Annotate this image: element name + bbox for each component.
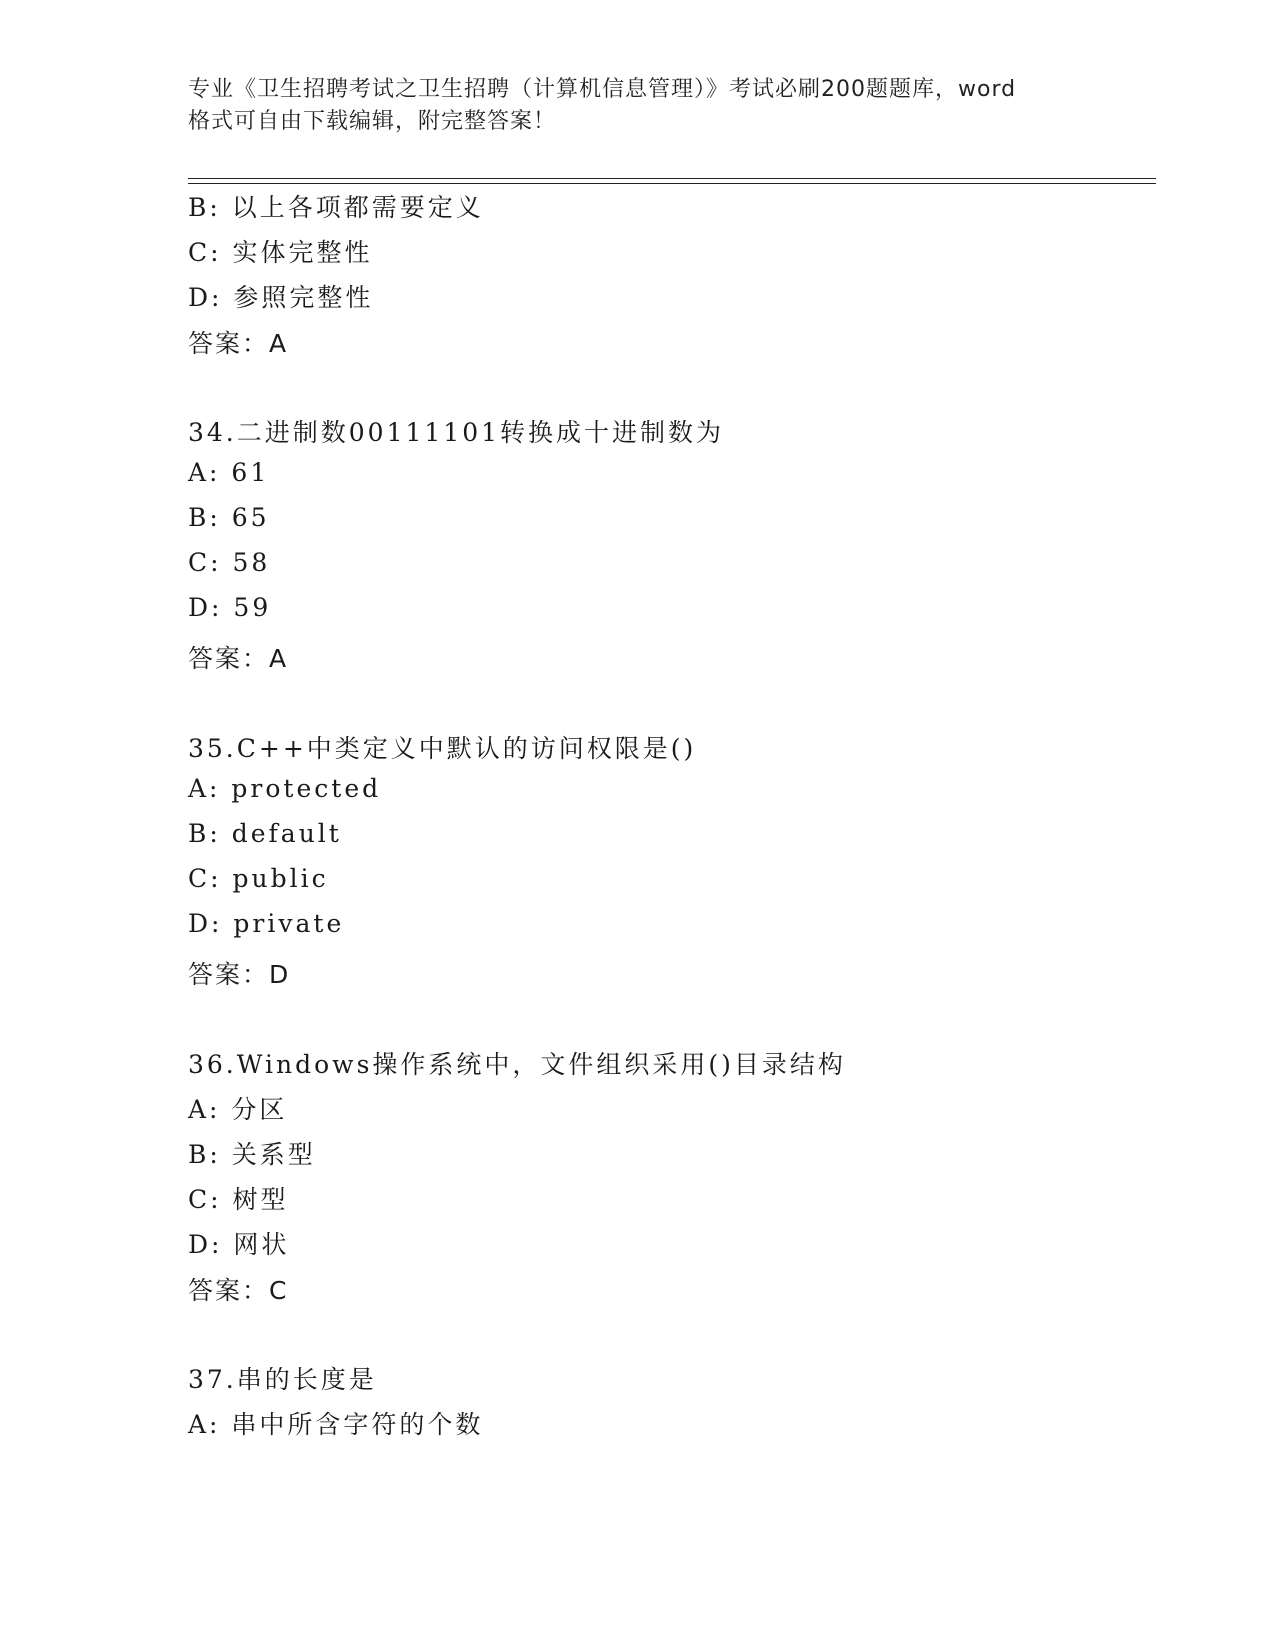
header-divider-top	[188, 178, 1156, 179]
q34-option-d: D: 59	[188, 593, 272, 622]
q35-option-b: B: default	[188, 819, 342, 848]
q36-option-b: B: 关系型	[188, 1140, 316, 1169]
document-header	[188, 74, 1108, 138]
q36-option-a: A: 分区	[188, 1095, 288, 1124]
q34-answer: 答案：A	[188, 644, 289, 673]
header-line-2: 格式可自由下载编辑，附完整答案！	[188, 109, 557, 134]
q36-option-d: D: 网状	[188, 1230, 290, 1259]
prev-option-b: B: 以上各项都需要定义	[188, 193, 484, 222]
prev-option-c: C: 实体完整性	[188, 238, 373, 267]
q34-option-a: A: 61	[188, 458, 270, 487]
q35-question: 35.C++中类定义中默认的访问权限是()	[188, 734, 697, 763]
header-line-1: 专业《卫生招聘考试之卫生招聘（计算机信息管理）》考试必刷200题题库，word	[188, 77, 1017, 102]
q35-option-c: C: public	[188, 864, 329, 893]
q35-option-d: D: private	[188, 909, 345, 938]
q36-question: 36.Windows操作系统中，文件组织采用()目录结构	[188, 1050, 846, 1079]
q35-answer: 答案：D	[188, 960, 291, 989]
q36-answer: 答案：C	[188, 1276, 289, 1305]
q37-option-a: A: 串中所含字符的个数	[188, 1410, 484, 1439]
q36-option-c: C: 树型	[188, 1185, 289, 1214]
header-divider-bottom	[188, 183, 1156, 184]
q34-option-b: B: 65	[188, 503, 270, 532]
prev-option-d: D: 参照完整性	[188, 283, 374, 312]
q34-option-c: C: 58	[188, 548, 271, 577]
q34-question: 34.二进制数00111101转换成十进制数为	[188, 418, 725, 447]
q37-question: 37.串的长度是	[188, 1365, 377, 1394]
prev-answer: 答案：A	[188, 329, 289, 358]
q35-option-a: A: protected	[188, 774, 382, 803]
